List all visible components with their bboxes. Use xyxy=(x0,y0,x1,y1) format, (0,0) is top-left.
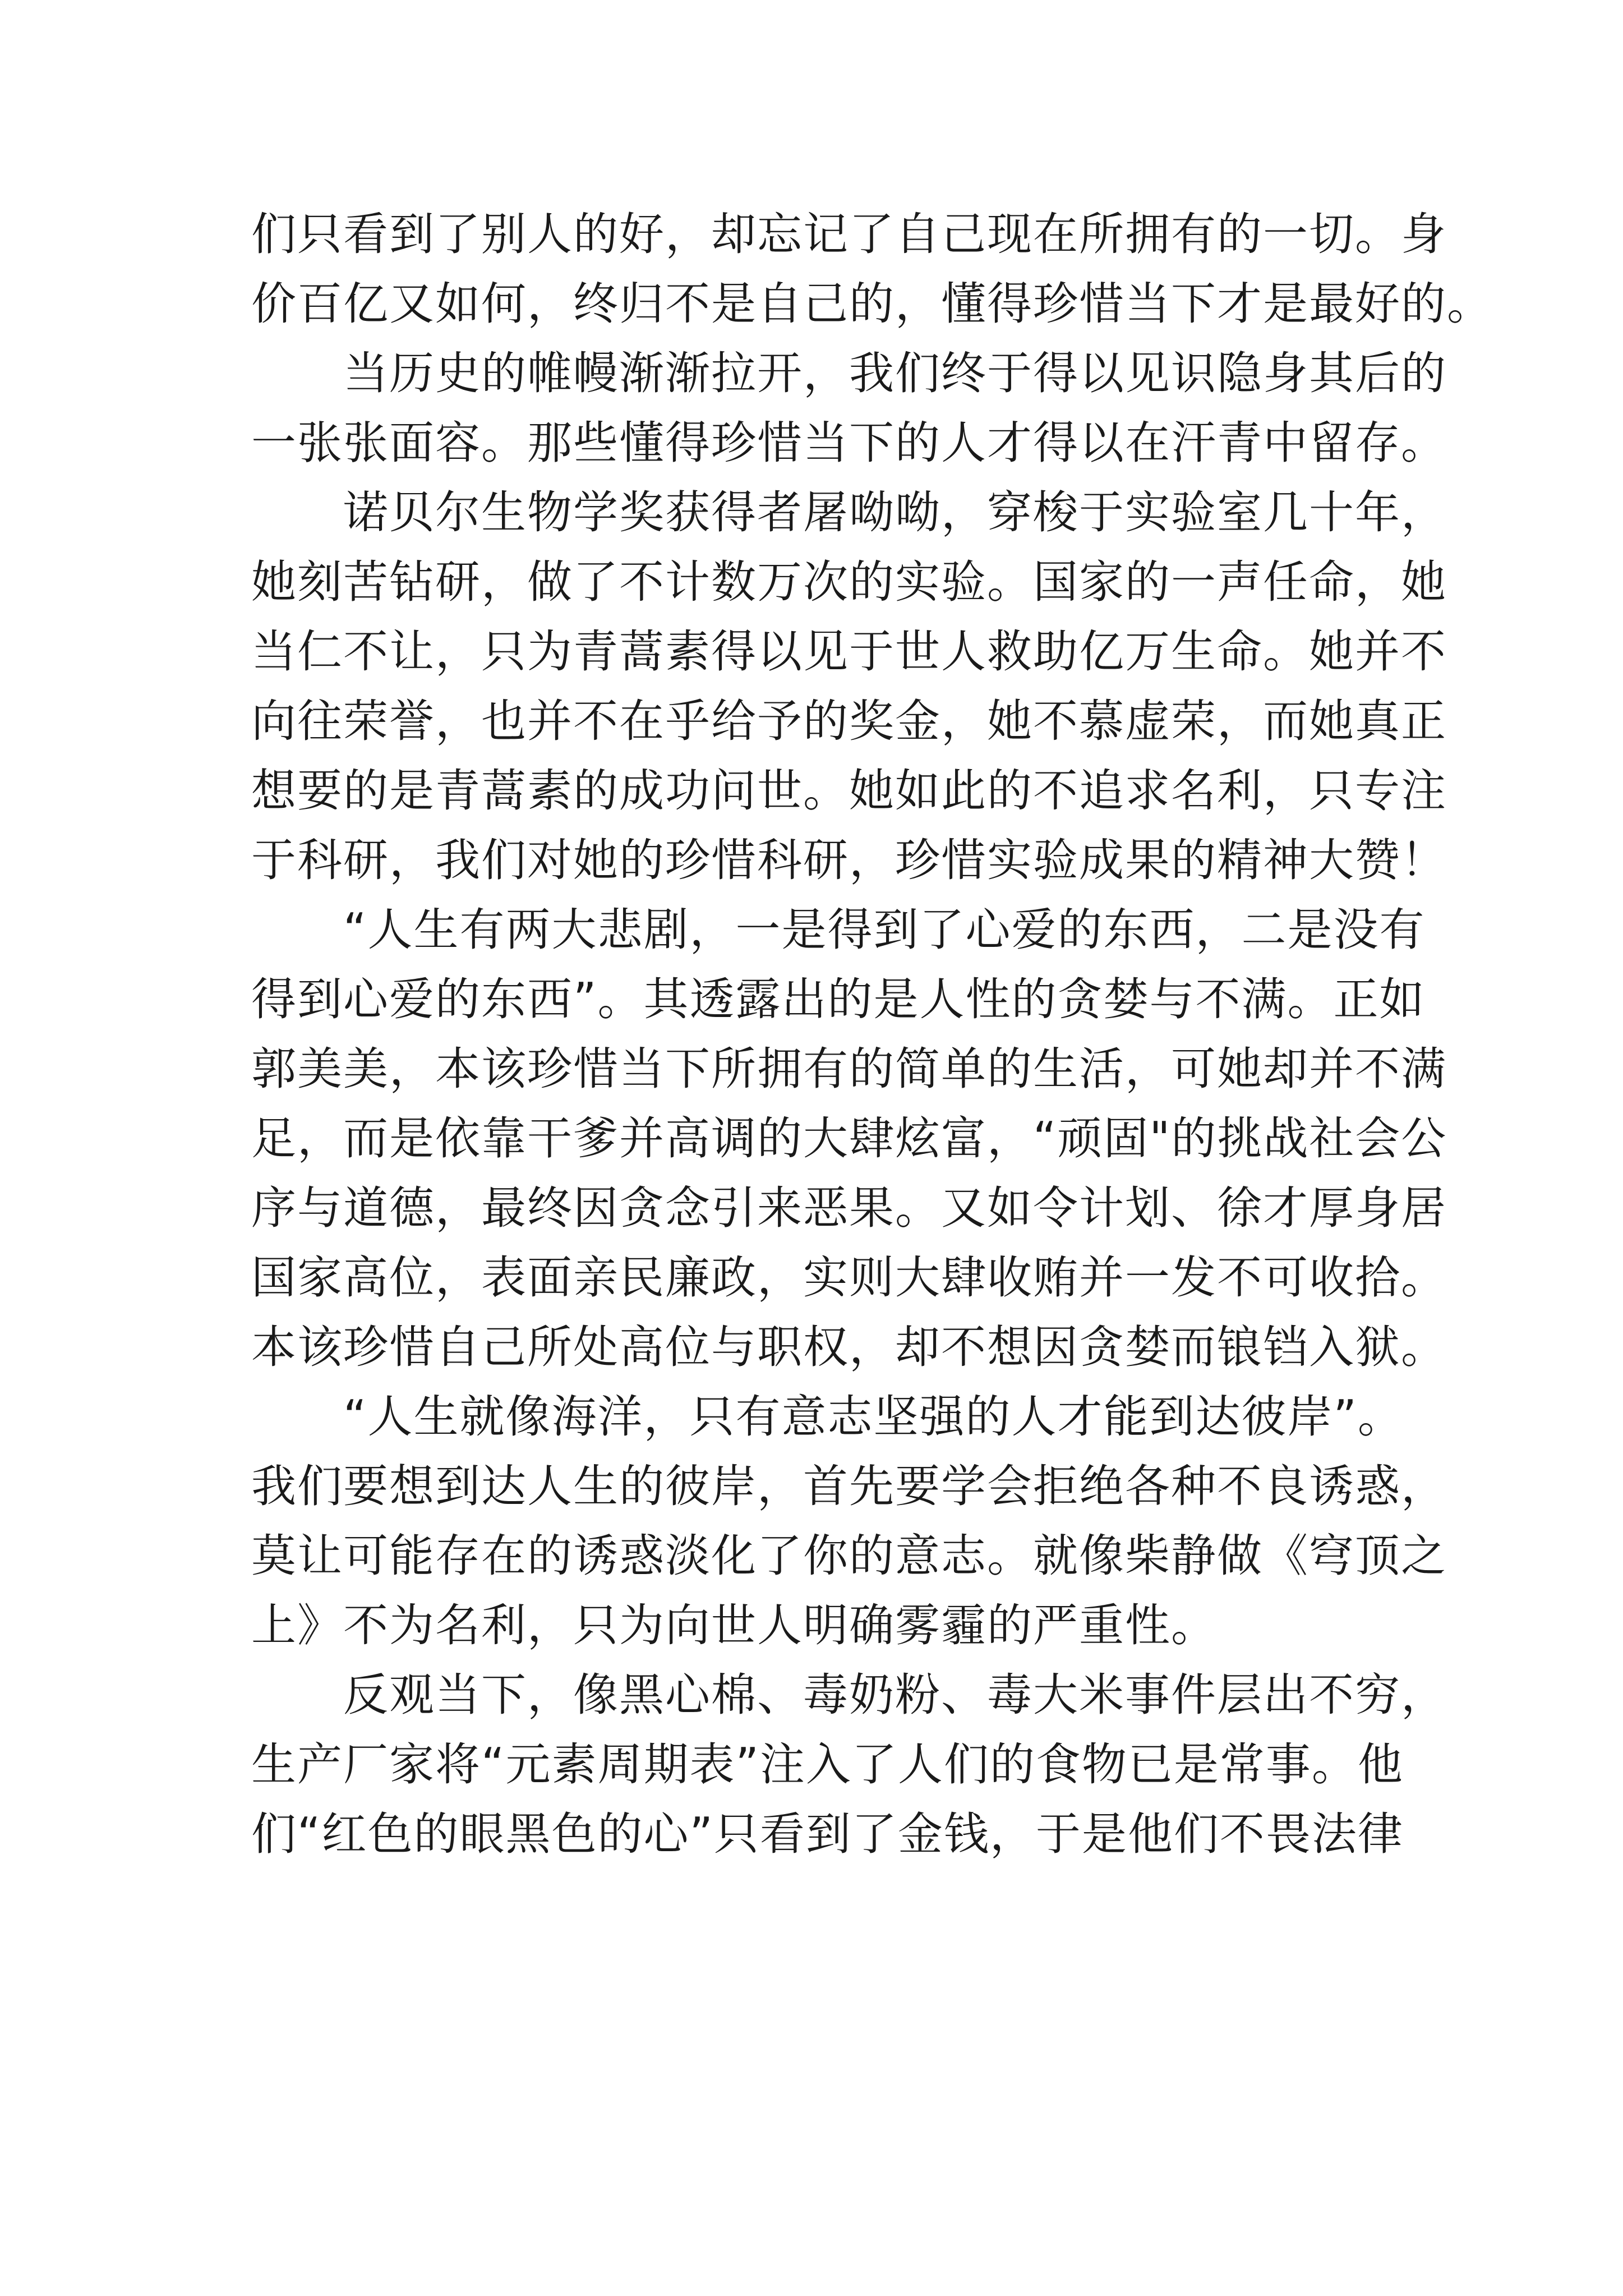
text-line: 们“红色的眼黑色的心”只看到了金钱，于是他们不畏法律 xyxy=(251,1808,1404,1860)
text-line: 生产厂家将“元素周期表”注入了人们的食物已是常事。他 xyxy=(251,1738,1404,1791)
text-line: 国家高位，表面亲民廉政，实则大肆收贿并一发不可收拾。 xyxy=(251,1251,1447,1304)
paragraph-first-line: “人生有两大悲剧，一是得到了心爱的东西，二是没有 xyxy=(343,904,1426,956)
text-line: 序与道德，最终因贪念引来恶果。又如令计划、徐才厚身居 xyxy=(251,1182,1447,1234)
text-line: 她刻苦钻研，做了不计数万次的实验。国家的一声任命，她 xyxy=(251,556,1447,608)
text-line: 当仁不让，只为青蒿素得以见于世人救助亿万生命。她并不 xyxy=(251,625,1447,678)
text-line: 一张张面容。那些懂得珍惜当下的人才得以在汗青中留存。 xyxy=(251,417,1447,469)
paragraph-first-line: “人生就像海洋，只有意志坚强的人才能到达彼岸”。 xyxy=(343,1391,1404,1443)
text-line: 本该珍惜自己所处高位与职权，却不想因贪婪而锒铛入狱。 xyxy=(251,1321,1447,1373)
paragraph-first-line: 反观当下，像黑心棉、毒奶粉、毒大米事件层出不穷， xyxy=(343,1669,1447,1721)
text-line: 郭美美，本该珍惜当下所拥有的简单的生活，可她却并不满 xyxy=(251,1043,1447,1095)
text-line: 价百亿又如何，终归不是自己的，懂得珍惜当下才是最好的。 xyxy=(251,278,1493,330)
text-line: 们只看到了别人的好，却忘记了自己现在所拥有的一切。身 xyxy=(251,208,1447,260)
paragraph-first-line: 当历史的帷幔渐渐拉开，我们终于得以见识隐身其后的 xyxy=(343,347,1447,399)
paragraph-first-line: 诺贝尔生物学奖获得者屠呦呦，穿梭于实验室几十年， xyxy=(343,486,1447,539)
text-line: 上》不为名利，只为向世人明确雾霾的严重性。 xyxy=(251,1599,1217,1651)
text-line: 我们要想到达人生的彼岸，首先要学会拒绝各种不良诱惑， xyxy=(251,1460,1447,1512)
essay-body xyxy=(251,200,1493,1869)
text-line: 莫让可能存在的诱惑淡化了你的意志。就像柴静做《穹顶之 xyxy=(251,1530,1447,1582)
text-line: 得到心爱的东西”。其透露出的是人性的贪婪与不满。正如 xyxy=(251,973,1426,1025)
text-line: 想要的是青蒿素的成功问世。她如此的不追求名利，只专注 xyxy=(251,765,1447,817)
text-line: 足，而是依靠干爹并高调的大肆炫富，“顽固"的挑战社会公 xyxy=(251,1112,1447,1165)
text-line: 于科研，我们对她的珍惜科研，珍惜实验成果的精神大赞！ xyxy=(251,834,1447,886)
text-line: 向往荣誉，也并不在乎给予的奖金，她不慕虚荣，而她真正 xyxy=(251,695,1447,747)
